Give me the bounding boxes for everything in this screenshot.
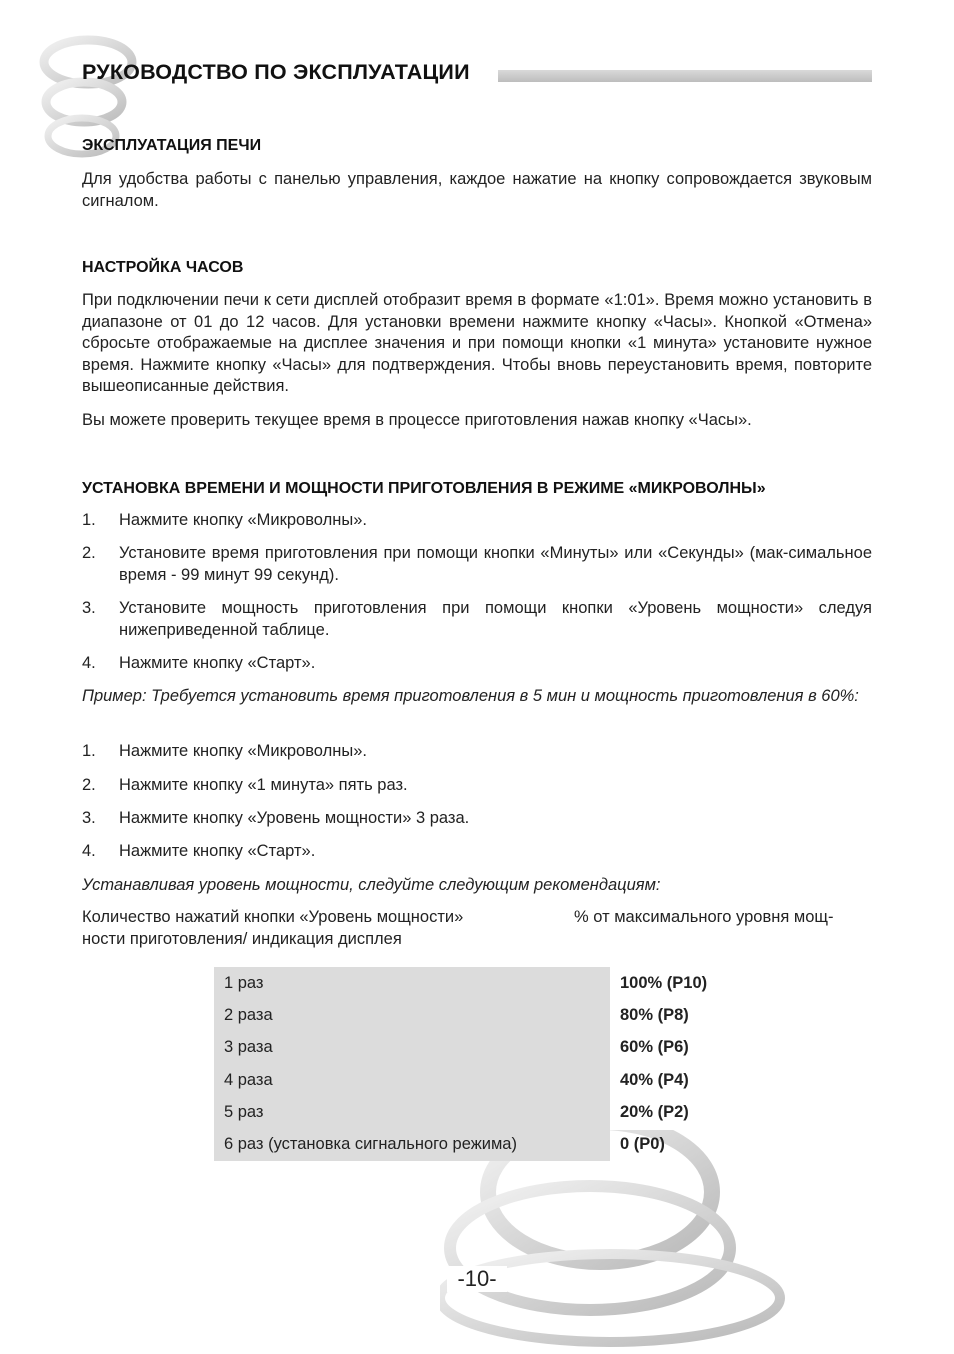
table-cell-level: 20% (P2) [620,1102,689,1121]
list-item-text: Нажмите кнопку «Старт». [119,842,316,860]
list-item-number: 4. [82,654,96,672]
list-item [82,543,872,586]
list-item-number: 4. [82,842,96,860]
heading-clock-setting: НАСТРОЙКА ЧАСОВ [82,259,244,276]
list-item-text: Установите мощность приготовления при помощи кнопки «Уровень мощности» следуя нижеприведенной таблице. [119,599,872,639]
title-underline-bar [498,70,872,82]
table-row [214,999,780,1031]
table-cell-presses: 5 раз [214,1096,610,1128]
heading-oven-operation: ЭКСПЛУАТАЦИЯ ПЕЧИ [82,137,262,154]
list-item-number: 3. [82,599,96,617]
power-level-table [214,967,780,1161]
page-title: РУКОВОДСТВО ПО ЭКСПЛУАТАЦИИ [82,60,470,84]
table-cell-level: 60% (P6) [620,1038,689,1057]
list-item [82,510,872,532]
column-header-power-line2: ности приготовления/ индикация дисплея [82,930,402,948]
example-intro: Пример: Требуется установить время приготовления в 5 мин и мощность приготовления в 60%: [82,687,859,705]
table-cell-presses: 1 раз [214,967,610,999]
list-item-text: Установите время приготовления при помощи кнопки «Минуты» или «Секунды» (мак-симальное время - 99 минут 99 секунд). [119,544,872,584]
table-cell-level: 0 (P0) [620,1135,665,1154]
list-item-text: Нажмите кнопку «Уровень мощности» 3 раза. [119,809,470,827]
paragraph-clock-2: Вы можете проверить текущее время в процессе приготовления нажав кнопку «Часы». [82,411,752,429]
list-item [82,653,872,675]
list-item [82,741,872,763]
list-item-number: 2. [82,776,96,794]
list-item-text: Нажмите кнопку «Микроволны». [119,511,367,529]
list-item-text: Нажмите кнопку «Микроволны». [119,742,367,760]
list-item [82,841,872,863]
table-cell-level: 80% (P8) [620,1005,689,1024]
column-header-presses: Количество нажатий кнопки «Уровень мощности» [82,908,464,926]
decorative-swirl-bottom [440,1130,800,1354]
table-row [214,1128,780,1160]
list-item-number: 2. [82,544,96,562]
paragraph-operation: Для удобства работы с панелью управления, каждое нажатие на кнопку сопровождается звуковым сигналом. [82,170,872,210]
table-cell-presses: 3 раза [214,1032,610,1064]
list-item-text: Нажмите кнопку «1 минута» пять раз. [119,776,408,794]
list-item-number: 1. [82,511,96,529]
list-item [82,775,872,797]
list-item-number: 3. [82,809,96,827]
paragraph-clock-1: При подключении печи к сети дисплей отобразит время в формате «1:01». Время можно установить в диапазоне от 01 до 12 часов. Для установки времени нажмите кнопку «Часы». Кнопкой «Отмена» сбросьте отображаемые на дисплее значения и при помощи кнопки «1 минута» установите нужное время. Нажмите кнопку «Часы» для подтверждения. Чтобы вновь переустановить время, повторите вышеописанные действия. [82,291,872,395]
table-row [214,1096,780,1128]
table-cell-presses: 4 раза [214,1064,610,1096]
list-item-text: Нажмите кнопку «Старт». [119,654,316,672]
table-row [214,1064,780,1096]
table-cell-level: 40% (P4) [620,1070,689,1089]
column-header-power-line1: % от максимального уровня мощ- [574,908,834,926]
heading-microwave-setup: УСТАНОВКА ВРЕМЕНИ И МОЩНОСТИ ПРИГОТОВЛЕНИЯ В РЕЖИМЕ «МИКРОВОЛНЫ» [82,480,766,497]
table-cell-level: 100% (P10) [620,973,708,992]
list-item [82,808,872,830]
table-row [214,967,780,999]
table-cell-presses: 2 раза [214,999,610,1031]
table-cell-presses: 6 раз (установка сигнального режима) [214,1128,610,1160]
page-number: -10- [447,1266,507,1292]
table-row [214,1032,780,1064]
recommendation-text: Устанавливая уровень мощности, следуйте следующим рекомендациям: [82,876,661,894]
list-item-number: 1. [82,742,96,760]
list-item [82,598,872,641]
